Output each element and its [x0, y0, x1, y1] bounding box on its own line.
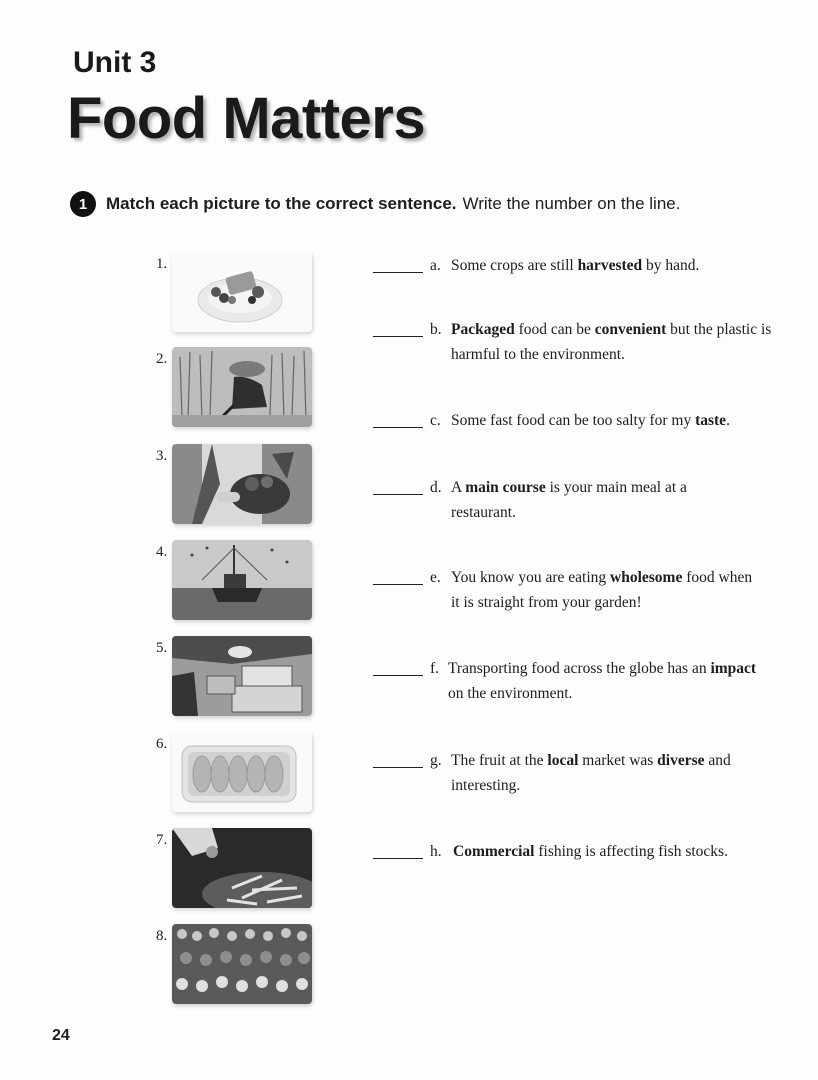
picture-number: 1.	[156, 256, 168, 272]
sentence-letter: e.	[430, 569, 441, 586]
picture-item	[150, 444, 315, 532]
answer-blank[interactable]	[373, 256, 423, 273]
sentence-text: Transporting food across the globe has an impact on the environment.	[448, 660, 757, 702]
sentence-letter: g.	[430, 752, 442, 769]
picture-item	[150, 636, 315, 724]
sentence-letter: h.	[430, 843, 442, 860]
picture-number: 2.	[156, 351, 168, 367]
sentence-text: A main course is your main meal at a restaurant.	[451, 479, 687, 521]
unit-label: Unit 3	[73, 46, 157, 79]
sentence-letter: d.	[430, 479, 442, 496]
picture-item	[150, 252, 315, 340]
answer-blank[interactable]	[373, 659, 423, 676]
answer-blank[interactable]	[373, 842, 423, 859]
vegetable-basket-photo	[172, 444, 312, 524]
sentence-text: The fruit at the local market was diverse and interesting.	[451, 752, 731, 794]
picture-number: 6.	[156, 736, 168, 752]
cargo-boxes-photo	[172, 636, 312, 716]
picture-item	[150, 540, 315, 628]
picture-item	[150, 732, 315, 820]
market-produce-photo	[172, 924, 312, 1004]
picture-number: 4.	[156, 544, 168, 560]
picture-item	[150, 828, 315, 916]
answer-blank[interactable]	[373, 751, 423, 768]
picture-number: 3.	[156, 448, 168, 464]
sentence-letter: f.	[430, 660, 440, 677]
salted-fries-photo	[172, 828, 312, 908]
instruction-bold: Match each picture to the correct sentence.	[106, 194, 457, 213]
answer-blank[interactable]	[373, 568, 423, 585]
instruction-rest: Write the number on the line.	[462, 194, 681, 213]
picture-number: 7.	[156, 832, 168, 848]
farmer-harvesting-photo	[172, 347, 312, 427]
exercise-instruction	[70, 191, 680, 217]
answer-blank[interactable]	[373, 320, 423, 337]
picture-number: 8.	[156, 928, 168, 944]
fishing-boat-photo	[172, 540, 312, 620]
sentence-text: Some fast food can be too salty for my taste.	[451, 412, 730, 429]
sentence-text: Packaged food can be convenient but the plastic is harmful to the environment.	[451, 321, 772, 363]
sentence-text: Some crops are still harvested by hand.	[451, 257, 700, 274]
page-title: Food Matters	[67, 86, 426, 151]
picture-item	[150, 924, 315, 1012]
sentence-letter: a.	[430, 257, 441, 274]
sentence-letter: c.	[430, 412, 441, 429]
exercise-number-badge: 1	[70, 191, 96, 217]
sentence-letter: b.	[430, 321, 442, 338]
plated-meal-photo	[172, 252, 312, 332]
page-number: 24	[52, 1027, 70, 1044]
picture-item	[150, 347, 315, 435]
answer-blank[interactable]	[373, 478, 423, 495]
packaged-chicken-photo	[172, 732, 312, 812]
sentence-text: You know you are eating wholesome food when it is straight from your garden!	[451, 569, 753, 611]
picture-number: 5.	[156, 640, 168, 656]
answer-blank[interactable]	[373, 411, 423, 428]
sentence-text: Commercial fishing is affecting fish stocks.	[453, 843, 728, 860]
